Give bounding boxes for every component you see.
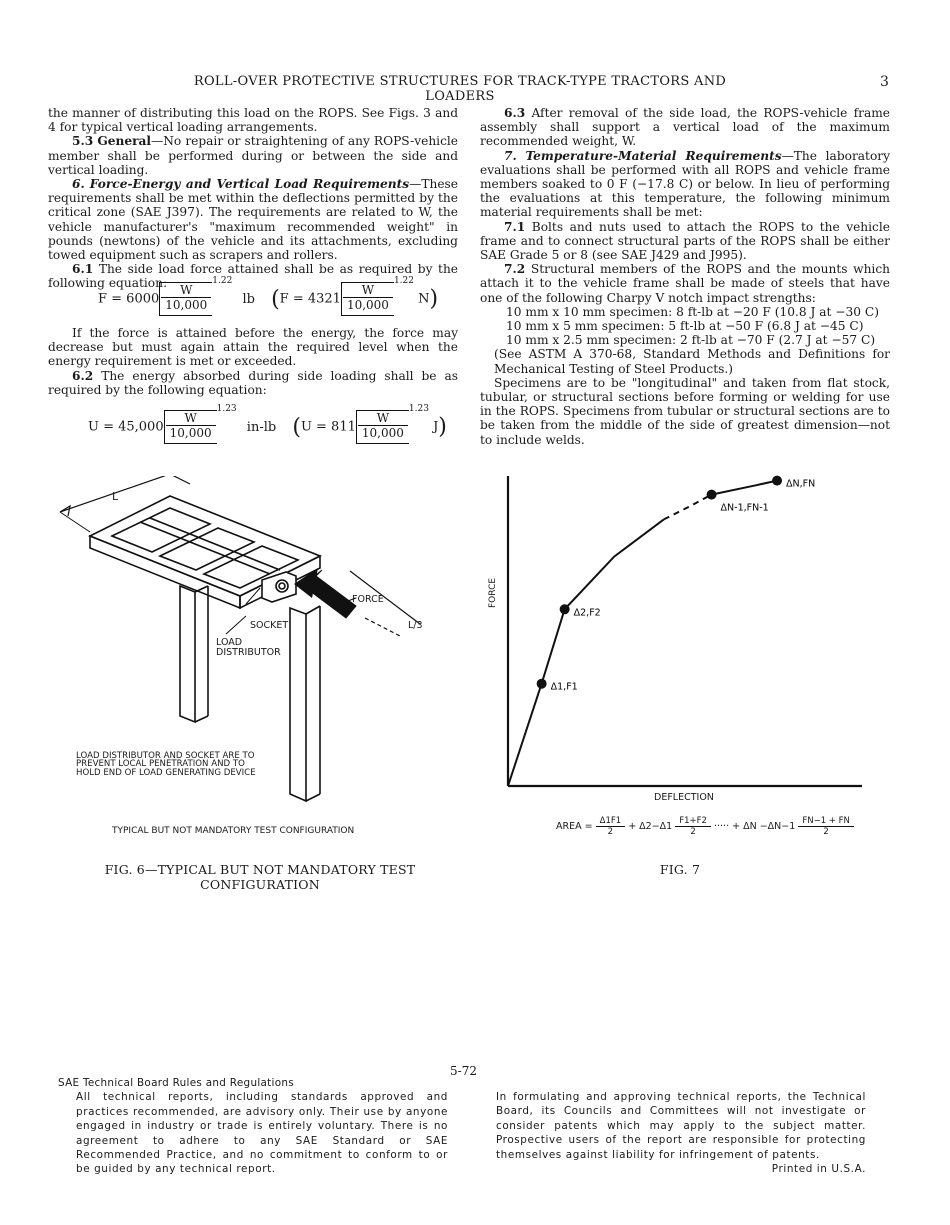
frame-front-face — [90, 536, 240, 608]
curve-solid-lower — [508, 519, 664, 786]
data-point-label-2: Δ2,F2 — [573, 607, 601, 619]
section-5-3: 5.3 General—No repair or straightening of any ROPS-vehicle member shall be performed during or between the side and vertical loading. — [48, 134, 458, 177]
data-point-3 — [707, 490, 717, 500]
area-formula: AREA = $\frac{\Delta 1F1}{2}$ + Δ2−Δ1 $\frac{F1+F2}{2}$ ····· + ΔN −ΔN−1 $\frac{FN-1 + FN}{2}$ — [556, 816, 854, 837]
data-point-2 — [560, 604, 570, 614]
data-point-label-1: Δ1,F1 — [550, 681, 578, 693]
y-axis-label: FORCE — [488, 577, 498, 608]
fig6-label-force: FORCE — [352, 594, 384, 605]
section-6-2: 6.2 The energy absorbed during side loading shall be as required by the following equation: — [48, 368, 458, 397]
fig7-force-deflection-chart — [480, 470, 890, 810]
data-point-label-3: ΔN-1,FN-1 — [720, 502, 769, 514]
specimen-line-2: 10 mm x 5 mm specimen: 5 ft-lb at −50 F (6.8 J at −45 C) — [506, 319, 864, 334]
astm-reference: (See ASTM A 370-68, Standard Methods and Definitions for Mechanical Testing of Steel Products.) — [494, 347, 890, 376]
footer-left-text: All technical reports, including standards approved and practices recommended, are advisory only. Their use by anyone engaged in industry or trade is entirely voluntary. There is no agreement to adhere to any SAE Standard or SAE Recommended Practice, and no commitment to conform to or be guided by any technical report. — [76, 1091, 448, 1176]
left-column — [48, 106, 458, 291]
specimen-line-3: 10 mm x 2.5 mm specimen: 2 ft-lb at −70 F (2.7 J at −57 C) — [506, 333, 876, 348]
paragraph-load-distribution: the manner of distributing this load on the ROPS. See Figs. 3 and 4 for typical vertical loading arrangements. — [48, 106, 458, 135]
footer-printed: Printed in U.S.A. — [771, 1163, 866, 1176]
data-point-4 — [772, 476, 782, 486]
fig6-label-socket: SOCKET — [250, 620, 289, 631]
fig6-label-L: L — [112, 490, 119, 503]
fig6-sub-caption: TYPICAL BUT NOT MANDATORY TEST CONFIGURATION — [112, 826, 355, 836]
footer-right — [496, 1090, 866, 1176]
footer-left — [58, 1076, 448, 1177]
fig6-label-load-distributor: LOAD DISTRIBUTOR — [216, 637, 281, 658]
section-6: 6. Force-Energy and Vertical Load Requirements—These requirements shall be met within the deflections permitted by the critical zone (SAE J397). The requirements are related to W, the vehicle manufacturer's "maximum recommended weight" in pounds (newtons) of the vehicle and its attachments, excluding towed equipment such as scrapers and rollers. — [48, 177, 459, 263]
x-axis-label: DEFLECTION — [654, 792, 714, 803]
section-7-2: 7.2 Structural members of the ROPS and the mounts which attach it to the vehicle frame shall be made of steels that have one of the following Charpy V notch impact strengths: — [480, 262, 890, 305]
footer-right-text: In formulating and approving technical reports, the Technical Board, its Councils and Committees will not investigate or consider patents which may apply to the subject matter. Prospective users of the report are responsible for protecting themselves against liability for infringement of patents. — [496, 1091, 866, 1161]
section-7: 7. Temperature-Material Requirements—The laboratory evaluations shall be performed with all ROPS and vehicle frame members soaked to 0 F (−17.8 C) or below. In lieu of performing the evaluations at this temperature, the following minimum material requirements shall be met: — [480, 148, 890, 220]
fig6-note: LOAD DISTRIBUTOR AND SOCKET ARE TO PREVENT LOCAL PENETRATION AND TO HOLD END OF LOAD GENERATING DEVICE — [76, 751, 256, 778]
force-equation: F = 6000 $\frac{W}{10,000}$ $^{1.22}$ lb (F = 4321 $\frac{W}{10,000}$ $^{1.22}$ N) — [98, 282, 438, 316]
curve-dashed-middle — [664, 495, 712, 520]
section-6-1: 6.1 The side load force attained shall be as required by the following equation: — [48, 262, 459, 291]
page-number: 3 — [880, 74, 890, 90]
fig6-caption: FIG. 6—TYPICAL BUT NOT MANDATORY TEST CONFIGURATION — [104, 862, 416, 892]
data-point-label-4: ΔN,FN — [786, 478, 816, 490]
specimen-line-1: 10 mm x 10 mm specimen: 8 ft-lb at −20 F (10.8 J at −30 C) — [506, 304, 880, 319]
right-column — [480, 106, 890, 447]
paragraph-force-attained: If the force is attained before the energy, the force may decrease but must again attain the required level when the energy requirement is met or exceeded. — [48, 326, 458, 369]
specimen-note: Specimens are to be "longitudinal" and taken from flat stock, tubular, or structural sections before forming or welding for use in the ROPS. Specimens from tubular or structural sections are to be taken from the middle of the side of greatest dimension—not to include welds. — [480, 375, 890, 447]
section-6-3: 6.3 After removal of the side load, the ROPS-vehicle frame assembly shall support a vertical load of the maximum recommended weight, W. — [480, 106, 890, 149]
header-title: ROLL-OVER PROTECTIVE STRUCTURES FOR TRACK-TYPE TRACTORS AND LOADERS — [193, 74, 727, 104]
curve-solid-upper — [712, 481, 778, 495]
energy-equation: U = 45,000 $\frac{W}{10,000}$ $^{1.23}$ in-lb (U = 811 $\frac{W}{10,000}$ $^{1.23}$ J) — [88, 410, 447, 444]
fig7-caption: FIG. 7 — [659, 862, 701, 877]
data-point-1 — [537, 679, 547, 689]
footer-heading: SAE Technical Board Rules and Regulations — [58, 1077, 295, 1089]
section-7-1: 7.1 Bolts and nuts used to attach the ROPS to the vehicle frame and to connect structural parts of the ROPS shall be either SAE Grade 5 or 8 (see SAE J429 and J995). — [480, 219, 890, 263]
fig6-label-L3: L/3 — [408, 620, 423, 631]
left-column-lower — [48, 326, 458, 397]
page-reference: 5-72 — [450, 1064, 477, 1078]
